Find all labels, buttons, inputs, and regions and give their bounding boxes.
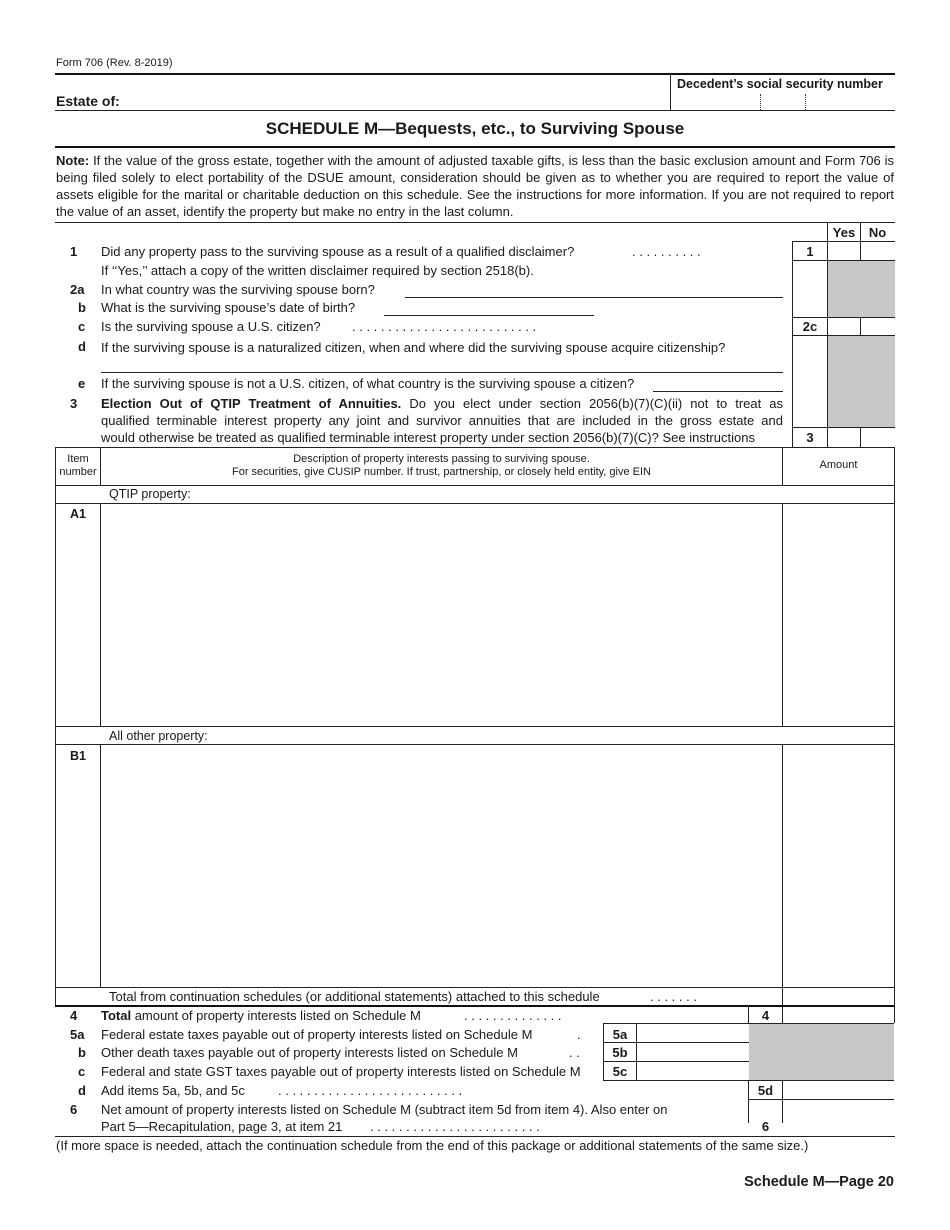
q2a-number: 2a [70,282,85,297]
no-header: No [868,225,887,240]
q2d-number: d [78,339,86,354]
l5d-box: 5d [757,1083,774,1098]
q1-box: 1 [806,244,814,259]
form-id: Form 706 (Rev. 8-2019) [56,57,173,69]
col-item-2: number [59,466,97,478]
l6-box: 6 [761,1119,770,1134]
l5b-number: b [78,1045,86,1060]
section-other: All other property: [109,729,208,743]
q1-text: Did any property pass to the surviving spouse as a result of a qualified disclaimer? [101,244,575,259]
continuation-text: Total from continuation schedules (or additional statements) attached to this schedule [109,989,600,1004]
l5a-box: 5a [612,1027,628,1042]
q2b-input[interactable] [386,300,592,314]
col-amount-header: Amount [819,459,858,471]
row-b1-number: B1 [70,749,86,763]
qtip-description-input[interactable] [104,507,780,725]
l6-line1: Net amount of property interests listed on Schedule M (subtract item 5d from item 4). Also enter on [101,1102,668,1117]
ssn-part-2[interactable] [764,94,802,109]
l5a-amount-input[interactable] [640,1027,744,1040]
col-desc-2: For securities, give CUSIP number. If trust, partnership, or closely held entity, give EIN [232,466,651,478]
l5a-number: 5a [70,1027,85,1042]
col-item-1: Item [67,453,89,465]
note [56,152,894,220]
q2c-dots: . . . . . . . . . . . . . . . . . . . . . . . . . . [352,319,537,334]
q2d-text: If the surviving spouse is a naturalized citizen, when and where did the surviving spouse acquire citizenship? [101,340,726,355]
estate-name-input[interactable] [130,92,660,108]
q2c-number: c [78,319,86,334]
other-description-input[interactable] [104,749,780,985]
q3-line2: qualified terminable interest property any joint and survivor annuities that are included in the gross estate and [101,413,783,428]
yes-header: Yes [832,225,856,240]
q1-subtext: If ‘‘Yes,’’ attach a copy of the written disclaimer required by section 2518(b). [101,263,534,278]
q2e-input[interactable] [655,376,781,390]
l4-box: 4 [761,1008,770,1023]
shade-q2de [828,336,895,427]
continuation-amount-input[interactable] [786,990,890,1003]
l6-amount-input[interactable] [786,1118,890,1132]
l5c-amount-input[interactable] [640,1064,744,1077]
q1-dots: . . . . . . . . . . [632,244,701,259]
l5a-text: Federal estate taxes payable out of property interests listed on Schedule M [101,1027,533,1042]
q2e-text: If the surviving spouse is not a U.S. citizen, of what country is the surviving spouse a citizen? [101,376,635,391]
qtip-amount-input[interactable] [786,507,894,725]
section-qtip: QTIP property: [109,487,191,501]
l5b-box: 5b [612,1045,628,1060]
q3-line3: would otherwise be treated as qualified terminable interest property under section 2056(b)(7)(C)? See instructions [101,430,755,445]
l5d-dots: . . . . . . . . . . . . . . . . . . . . . . . . . . [278,1083,463,1098]
estate-label: Estate of: [56,93,120,109]
l5d-text: Add items 5a, 5b, and 5c [101,1083,245,1098]
q2b-text: What is the surviving spouse’s date of birth? [101,300,356,315]
l4-text [101,1008,421,1023]
q1-number: 1 [70,244,78,259]
l5c-box: 5c [612,1064,628,1079]
q2c-box: 2c [802,319,818,334]
col-desc-1: Description of property interests passing to surviving spouse. [293,453,590,465]
l5b-amount-input[interactable] [640,1045,744,1058]
note-text: If the value of the gross estate, together with the amount of adjusted taxable gifts, is less than the basic exclusion amount and Form 706 is being filed solely to elect portability of the DSUE amount, consideration should be given as to whether you are required to report the value of assets eligible for the marital or charitable deduction on this schedule. See the instructions for more information. If you are not required to report the value of an asset, identify the property but make no entry in the last column. [56,153,894,219]
col-desc-header [101,453,782,479]
l5c-text: Federal and state GST taxes payable out of property interests listed on Schedule M [101,1064,581,1079]
l5b-text: Other death taxes payable out of property interests listed on Schedule M [101,1045,518,1060]
l6-line2: Part 5—Recapitulation, page 3, at item 21 [101,1119,343,1134]
col-item-header [56,453,100,479]
schedule-title: SCHEDULE M—Bequests, etc., to Surviving Spouse [265,119,685,138]
q3-bold: Election Out of QTIP Treatment of Annuities. [101,396,402,411]
note-label: Note: [56,153,90,168]
q3-box: 3 [806,430,814,445]
q2a-text: In what country was the surviving spouse born? [101,282,375,297]
l5a-dots: . [577,1027,581,1042]
q2b-number: b [78,300,86,315]
q3-line1 [101,396,783,411]
q3-number: 3 [70,396,78,411]
ssn-part-3[interactable] [809,94,889,109]
q2d-input[interactable] [103,357,781,371]
l4-text-rest: amount of property interests listed on Schedule M [131,1008,421,1023]
page-label: Schedule M—Page 20 [744,1174,894,1190]
q2a-input[interactable] [407,282,781,296]
ssn-label: Decedent’s social security number [677,77,883,91]
l6-dots: . . . . . . . . . . . . . . . . . . . . . . . . [370,1119,540,1134]
l5b-dots: . . [569,1045,580,1060]
shade-line5 [749,1024,894,1080]
footer-note: (If more space is needed, attach the continuation schedule from the end of this package or additional statements of the same size.) [56,1138,809,1153]
l4-bold: Total [101,1008,132,1023]
other-amount-input[interactable] [786,749,894,985]
q2e-number: e [78,376,86,391]
l4-number: 4 [70,1008,78,1023]
l5c-number: c [78,1064,86,1079]
continuation-dots: . . . . . . . [650,989,697,1004]
l5d-number: d [78,1083,86,1098]
shade-q2ab [828,261,895,317]
q2c-text: Is the surviving spouse a U.S. citizen? [101,319,321,334]
q3-line1-text: Do you elect under section 2056(b)(7)(C)(ii) not to treat as [401,396,783,411]
row-a1-number: A1 [70,507,86,521]
l5d-amount-input[interactable] [786,1083,890,1096]
ssn-part-1[interactable] [680,94,756,109]
l6-number: 6 [70,1102,78,1117]
l4-amount-input[interactable] [786,1008,890,1021]
l4-dots: . . . . . . . . . . . . . . [464,1008,562,1023]
